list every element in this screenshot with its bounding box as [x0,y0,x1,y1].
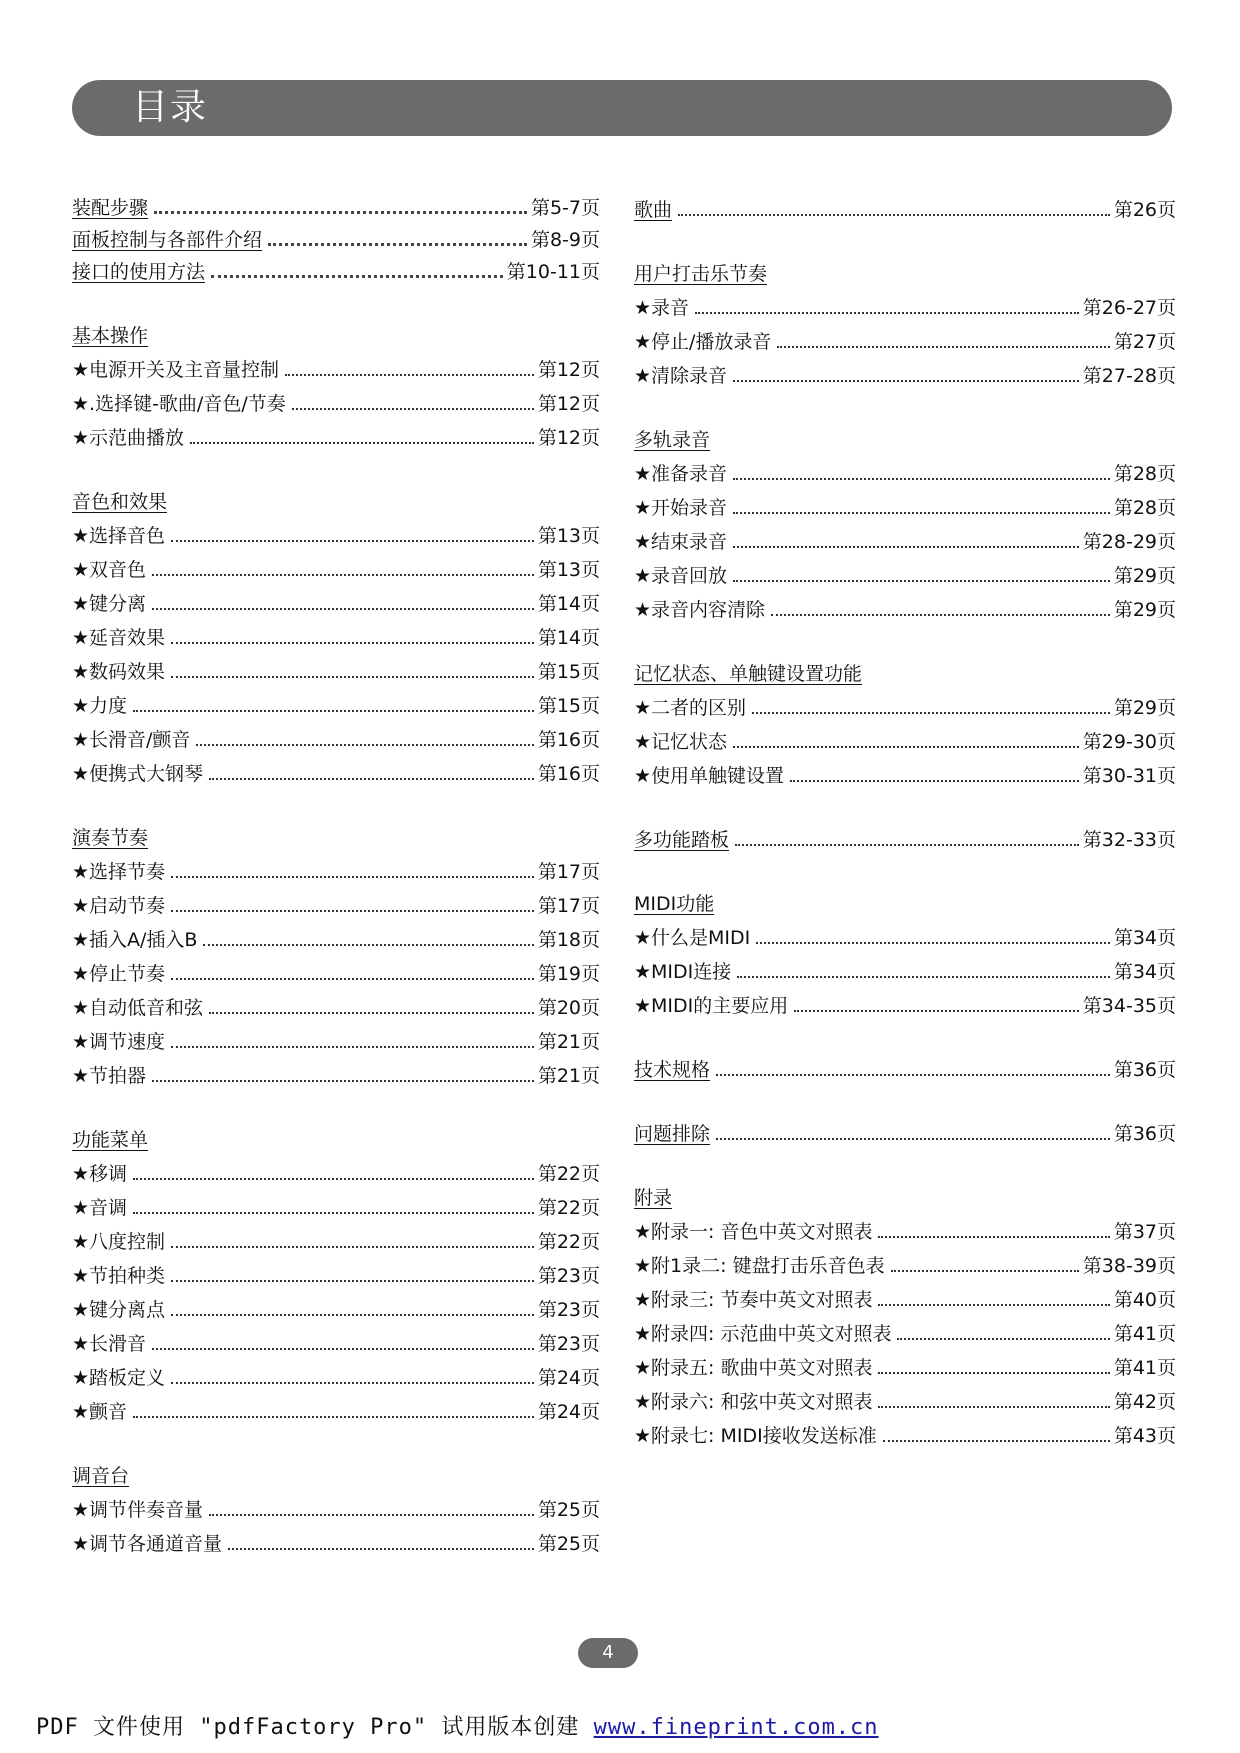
toc-entry-label: ★调节伴奏音量 [72,1499,204,1521]
dot-leader [733,546,1079,548]
toc-entry[interactable] [72,252,600,284]
toc-entry-page: 第29页 [1113,565,1176,587]
toc-entry-page: 第21页 [537,1065,600,1087]
toc-entry-page: 第28-29页 [1082,531,1176,553]
toc-entry-label: ★准备录音 [634,463,728,485]
page-title: 目录 [132,87,209,128]
toc-entry-label: ★音调 [72,1197,128,1219]
dot-leader [211,275,503,278]
toc-entry-label: ★附录六: 和弦中英文对照表 [634,1391,873,1413]
dot-leader [133,1212,534,1214]
header-bar [72,80,1172,136]
toc-entry-label: ★调节速度 [72,1031,166,1053]
dot-leader [209,1514,534,1516]
toc-entry-page: 第19页 [537,963,600,985]
toc-entry-label: ★记忆状态 [634,731,728,753]
toc-entry-page: 第30-31页 [1082,765,1176,787]
toc-entry[interactable] [72,1488,600,1522]
toc-entry-label: ★二者的区别 [634,697,747,719]
toc-entry-page: 第17页 [537,895,600,917]
dot-leader [203,944,533,946]
toc-entry-label: ★延音效果 [72,627,166,649]
toc-section-entry[interactable] [634,818,1176,852]
toc-entry[interactable] [72,220,600,252]
toc-entry-label: ★双音色 [72,559,147,581]
toc-entry-label: ★启动节奏 [72,895,166,917]
section-gap [634,222,1176,252]
section-gap [634,788,1176,818]
dot-leader [171,1246,534,1248]
toc-entry-page: 第13页 [537,559,600,581]
toc-entry-label: ★键分离点 [72,1299,166,1321]
toc-entry-label: ★插入A/插入B [72,929,198,951]
dot-leader [171,540,534,542]
toc-entry-page: 第28页 [1113,463,1176,485]
dot-leader [171,676,534,678]
toc-entry-label: ★调节各通道音量 [72,1533,223,1555]
toc-entry[interactable] [634,486,1176,520]
dot-leader [133,710,534,712]
section-gap [634,1018,1176,1048]
toc-left-column [72,188,600,1556]
dot-leader [209,1012,534,1014]
toc-entry[interactable] [72,1288,600,1322]
toc-entry-page: 第25页 [537,1499,600,1521]
toc-entry-page: 第12页 [537,393,600,415]
dot-leader [733,580,1110,582]
dot-leader [891,1270,1079,1272]
toc-section-entry[interactable] [634,188,1176,222]
toc-entry-label: ★附录四: 示范曲中英文对照表 [634,1323,892,1345]
dot-leader [716,1138,1110,1140]
toc-entry-label: ★录音 [634,297,690,319]
toc-entry-label: ★电源开关及主音量控制 [72,359,280,381]
toc-entry[interactable] [634,1244,1176,1278]
toc-entry[interactable] [72,1152,600,1186]
dot-leader [171,1382,534,1384]
toc-entry[interactable] [634,452,1176,486]
dot-leader [735,844,1079,846]
section-gap [634,1146,1176,1176]
section-gap [634,622,1176,652]
dot-leader [171,876,534,878]
toc-entry-page: 第38-39页 [1082,1255,1176,1277]
toc-section-heading: 歌曲 [634,199,673,221]
toc-section-heading[interactable]: 多轨录音 [634,429,711,451]
section-gap [634,1082,1176,1112]
toc-entry[interactable] [72,1322,600,1356]
toc-entry-label: ★录音内容清除 [634,599,766,621]
toc-entry-label: ★自动低音和弦 [72,997,204,1019]
section-gap [72,1088,600,1118]
toc-entry[interactable] [72,752,600,786]
toc-section-heading: 问题排除 [634,1123,711,1145]
dot-leader [268,243,527,246]
toc-entry[interactable] [634,1380,1176,1414]
toc-entry-page: 第15页 [537,695,600,717]
dot-leader [878,1406,1109,1408]
toc-entry-page: 第28页 [1113,497,1176,519]
toc-section-entry[interactable] [634,1048,1176,1082]
toc-entry-page: 第17页 [537,861,600,883]
toc-section-heading[interactable]: 附录 [634,1187,673,1209]
toc-entry[interactable] [72,684,600,718]
toc-entry-label: ★什么是MIDI [634,927,751,949]
dot-leader [695,312,1079,314]
dot-leader [196,744,533,746]
toc-section-heading: 多功能踏板 [634,829,730,851]
toc-right-column [634,188,1176,1448]
toc-entry-page: 第25页 [537,1533,600,1555]
toc-entry-label: ★附录一: 音色中英文对照表 [634,1221,873,1243]
toc-entry[interactable] [72,850,600,884]
toc-entry-label: 装配步骤 [72,197,149,219]
toc-entry-label: ★力度 [72,695,128,717]
dot-leader [733,512,1110,514]
section-gap [634,852,1176,882]
dot-leader [190,442,534,444]
dot-leader [133,1416,534,1418]
toc-entry[interactable] [72,514,600,548]
toc-entry-page: 第15页 [537,661,600,683]
dot-leader [154,211,527,214]
toc-entry-page: 第16页 [537,729,600,751]
dot-leader [878,1236,1109,1238]
toc-entry-page: 第23页 [537,1299,600,1321]
dot-leader [678,214,1110,216]
toc-section-heading[interactable]: 调音台 [72,1465,130,1487]
footer-text: PDF 文件使用 "pdfFactory Pro" 试用版本创建 [36,1715,594,1740]
toc-entry-label: ★节拍种类 [72,1265,166,1287]
section-gap [634,388,1176,418]
toc-entry[interactable] [72,986,600,1020]
toc-entry[interactable] [72,416,600,450]
toc-entry[interactable] [634,1414,1176,1448]
toc-entry-label: ★颤音 [72,1401,128,1423]
toc-entry[interactable] [634,354,1176,388]
toc-entry-label: 接口的使用方法 [72,261,206,283]
dot-leader [209,778,534,780]
toc-entry-page: 第5-7页 [530,197,600,219]
toc-entry[interactable] [72,918,600,952]
page-number: 4 [578,1638,638,1668]
toc-entry-label: ★录音回放 [634,565,728,587]
toc-entry-page: 第20页 [537,997,600,1019]
toc-entry-label: ★示范曲播放 [72,427,185,449]
toc-entry-page: 第27-28页 [1082,365,1176,387]
toc-entry[interactable] [72,382,600,416]
toc-entry[interactable] [634,520,1176,554]
toc-entry[interactable] [634,720,1176,754]
dot-leader [733,478,1110,480]
toc-entry[interactable] [72,1054,600,1088]
toc-entry-label: ★键分离 [72,593,147,615]
toc-entry-page: 第22页 [537,1231,600,1253]
toc-entry-label: ★开始录音 [634,497,728,519]
dot-leader [737,976,1110,978]
toc-entry-label: ★停止/播放录音 [634,331,772,353]
toc-entry-page: 第21页 [537,1031,600,1053]
toc-entry-label: ★选择节奏 [72,861,166,883]
section-gap [72,1424,600,1454]
toc-entry-label: ★长滑音/颤音 [72,729,191,751]
dot-leader [752,712,1110,714]
dot-leader [171,910,534,912]
dot-leader [152,1348,534,1350]
toc-entry-label: ★MIDI的主要应用 [634,995,789,1017]
toc-entry[interactable] [72,952,600,986]
dot-leader [171,1314,534,1316]
toc-entry-label: ★附录五: 歌曲中英文对照表 [634,1357,873,1379]
toc-entry-label: ★清除录音 [634,365,728,387]
toc-entry-page: 第10-11页 [506,261,600,283]
toc-entry[interactable] [634,1312,1176,1346]
dot-leader [133,1178,534,1180]
dot-leader [883,1440,1110,1442]
section-gap [72,284,600,314]
toc-entry[interactable] [634,320,1176,354]
toc-entry-page: 第23页 [537,1265,600,1287]
toc-section-heading[interactable]: 功能菜单 [72,1129,149,1151]
toc-entry[interactable] [72,1020,600,1054]
toc-entry-page: 第16页 [537,763,600,785]
toc-entry-page: 第22页 [537,1163,600,1185]
dot-leader [771,614,1110,616]
toc-entry-page: 第14页 [537,593,600,615]
footer-link[interactable]: www.fineprint.com.cn [593,1715,879,1740]
dot-leader [716,1074,1110,1076]
toc-entry-page: 第24页 [537,1367,600,1389]
dot-leader [733,380,1079,382]
toc-entry-label: ★停止节奏 [72,963,166,985]
toc-entry-page: 第12页 [537,427,600,449]
toc-section-heading[interactable]: MIDI功能 [634,893,715,915]
section-gap [72,450,600,480]
toc-entry[interactable] [634,286,1176,320]
toc-entry-label: ★附1录二: 键盘打击乐音色表 [634,1255,885,1277]
dot-leader [897,1338,1109,1340]
toc-entry-page: 第36页 [1113,1123,1176,1145]
toc-entry-page: 第29-30页 [1082,731,1176,753]
toc-section-heading[interactable]: 用户打击乐节奏 [634,263,768,285]
toc-entry-page: 第43页 [1113,1425,1176,1447]
toc-entry[interactable] [634,1210,1176,1244]
toc-entry-page: 第41页 [1113,1323,1176,1345]
toc-entry-page: 第27页 [1113,331,1176,353]
toc-entry-label: ★八度控制 [72,1231,166,1253]
toc-entry-label: ★选择音色 [72,525,166,547]
toc-entry-label: ★数码效果 [72,661,166,683]
toc-entry-page: 第8-9页 [530,229,600,251]
toc-entry[interactable] [634,554,1176,588]
toc-section-heading[interactable]: 基本操作 [72,325,149,347]
dot-leader [171,642,534,644]
toc-entry[interactable] [634,916,1176,950]
toc-section-heading: 技术规格 [634,1059,711,1081]
toc-section-entry[interactable] [634,1112,1176,1146]
toc-entry[interactable] [72,650,600,684]
toc-entry-label: ★长滑音 [72,1333,147,1355]
toc-entry[interactable] [72,616,600,650]
toc-entry[interactable] [634,686,1176,720]
toc-entry-label: ★踏板定义 [72,1367,166,1389]
toc-entry-label: ★结束录音 [634,531,728,553]
toc-entry-label: 面板控制与各部件介绍 [72,229,263,251]
toc-entry-page: 第34页 [1113,961,1176,983]
toc-entry[interactable] [72,884,600,918]
dot-leader [794,1010,1079,1012]
toc-entry-page: 第41页 [1113,1357,1176,1379]
dot-leader [285,374,534,376]
dot-leader [790,780,1079,782]
toc-entry-label: ★便携式大钢琴 [72,763,204,785]
toc-entry[interactable] [72,348,600,382]
toc-entry[interactable] [72,718,600,752]
toc-entry[interactable] [634,950,1176,984]
dot-leader [152,608,534,610]
toc-entry[interactable] [634,1278,1176,1312]
toc-entry-page: 第23页 [537,1333,600,1355]
toc-entry-label: ★附录三: 节奏中英文对照表 [634,1289,873,1311]
toc-entry-page: 第14页 [537,627,600,649]
pdf-footer [36,1710,879,1741]
dot-leader [777,346,1109,348]
dot-leader [171,1046,534,1048]
toc-entry-page: 第32-33页 [1082,829,1176,851]
toc-entry[interactable] [72,1356,600,1390]
dot-leader [878,1372,1109,1374]
toc-entry[interactable] [72,582,600,616]
toc-entry-page: 第18页 [537,929,600,951]
toc-entry[interactable] [634,1346,1176,1380]
dot-leader [171,1280,534,1282]
toc-entry-page: 第34页 [1113,927,1176,949]
toc-entry[interactable] [72,188,600,220]
toc-entry[interactable] [72,1254,600,1288]
toc-entry[interactable] [72,1522,600,1556]
toc-entry-label: ★移调 [72,1163,128,1185]
toc-entry-label: ★附录七: MIDI接收发送标准 [634,1425,877,1447]
toc-entry[interactable] [72,1186,600,1220]
toc-entry[interactable] [72,1220,600,1254]
toc-entry-page: 第40页 [1113,1289,1176,1311]
dot-leader [228,1548,534,1550]
toc-entry-page: 第26页 [1113,199,1176,221]
toc-entry[interactable] [72,1390,600,1424]
toc-entry-page: 第42页 [1113,1391,1176,1413]
toc-entry-page: 第26-27页 [1082,297,1176,319]
toc-entry-page: 第29页 [1113,599,1176,621]
toc-entry[interactable] [634,984,1176,1018]
toc-entry-label: ★.选择键-歌曲/音色/节奏 [72,393,286,415]
dot-leader [152,574,534,576]
toc-entry-page: 第34-35页 [1082,995,1176,1017]
toc-entry[interactable] [634,754,1176,788]
toc-entry-label: ★使用单触键设置 [634,765,785,787]
toc-section-heading[interactable]: 演奏节奏 [72,827,149,849]
toc-section-heading[interactable]: 记忆状态、单触键设置功能 [634,663,863,685]
toc-entry-page: 第37页 [1113,1221,1176,1243]
toc-section-heading[interactable]: 音色和效果 [72,491,168,513]
toc-entry-page: 第13页 [537,525,600,547]
toc-entry-page: 第12页 [537,359,600,381]
section-gap [72,786,600,816]
toc-entry-label: ★节拍器 [72,1065,147,1087]
dot-leader [171,978,534,980]
toc-entry-label: ★MIDI连接 [634,961,732,983]
dot-leader [878,1304,1109,1306]
toc-entry[interactable] [72,548,600,582]
toc-entry-page: 第36页 [1113,1059,1176,1081]
toc-entry-page: 第29页 [1113,697,1176,719]
dot-leader [152,1080,534,1082]
toc-entry-page: 第22页 [537,1197,600,1219]
dot-leader [756,942,1110,944]
toc-entry[interactable] [634,588,1176,622]
toc-entry-page: 第24页 [537,1401,600,1423]
dot-leader [292,408,534,410]
dot-leader [733,746,1079,748]
